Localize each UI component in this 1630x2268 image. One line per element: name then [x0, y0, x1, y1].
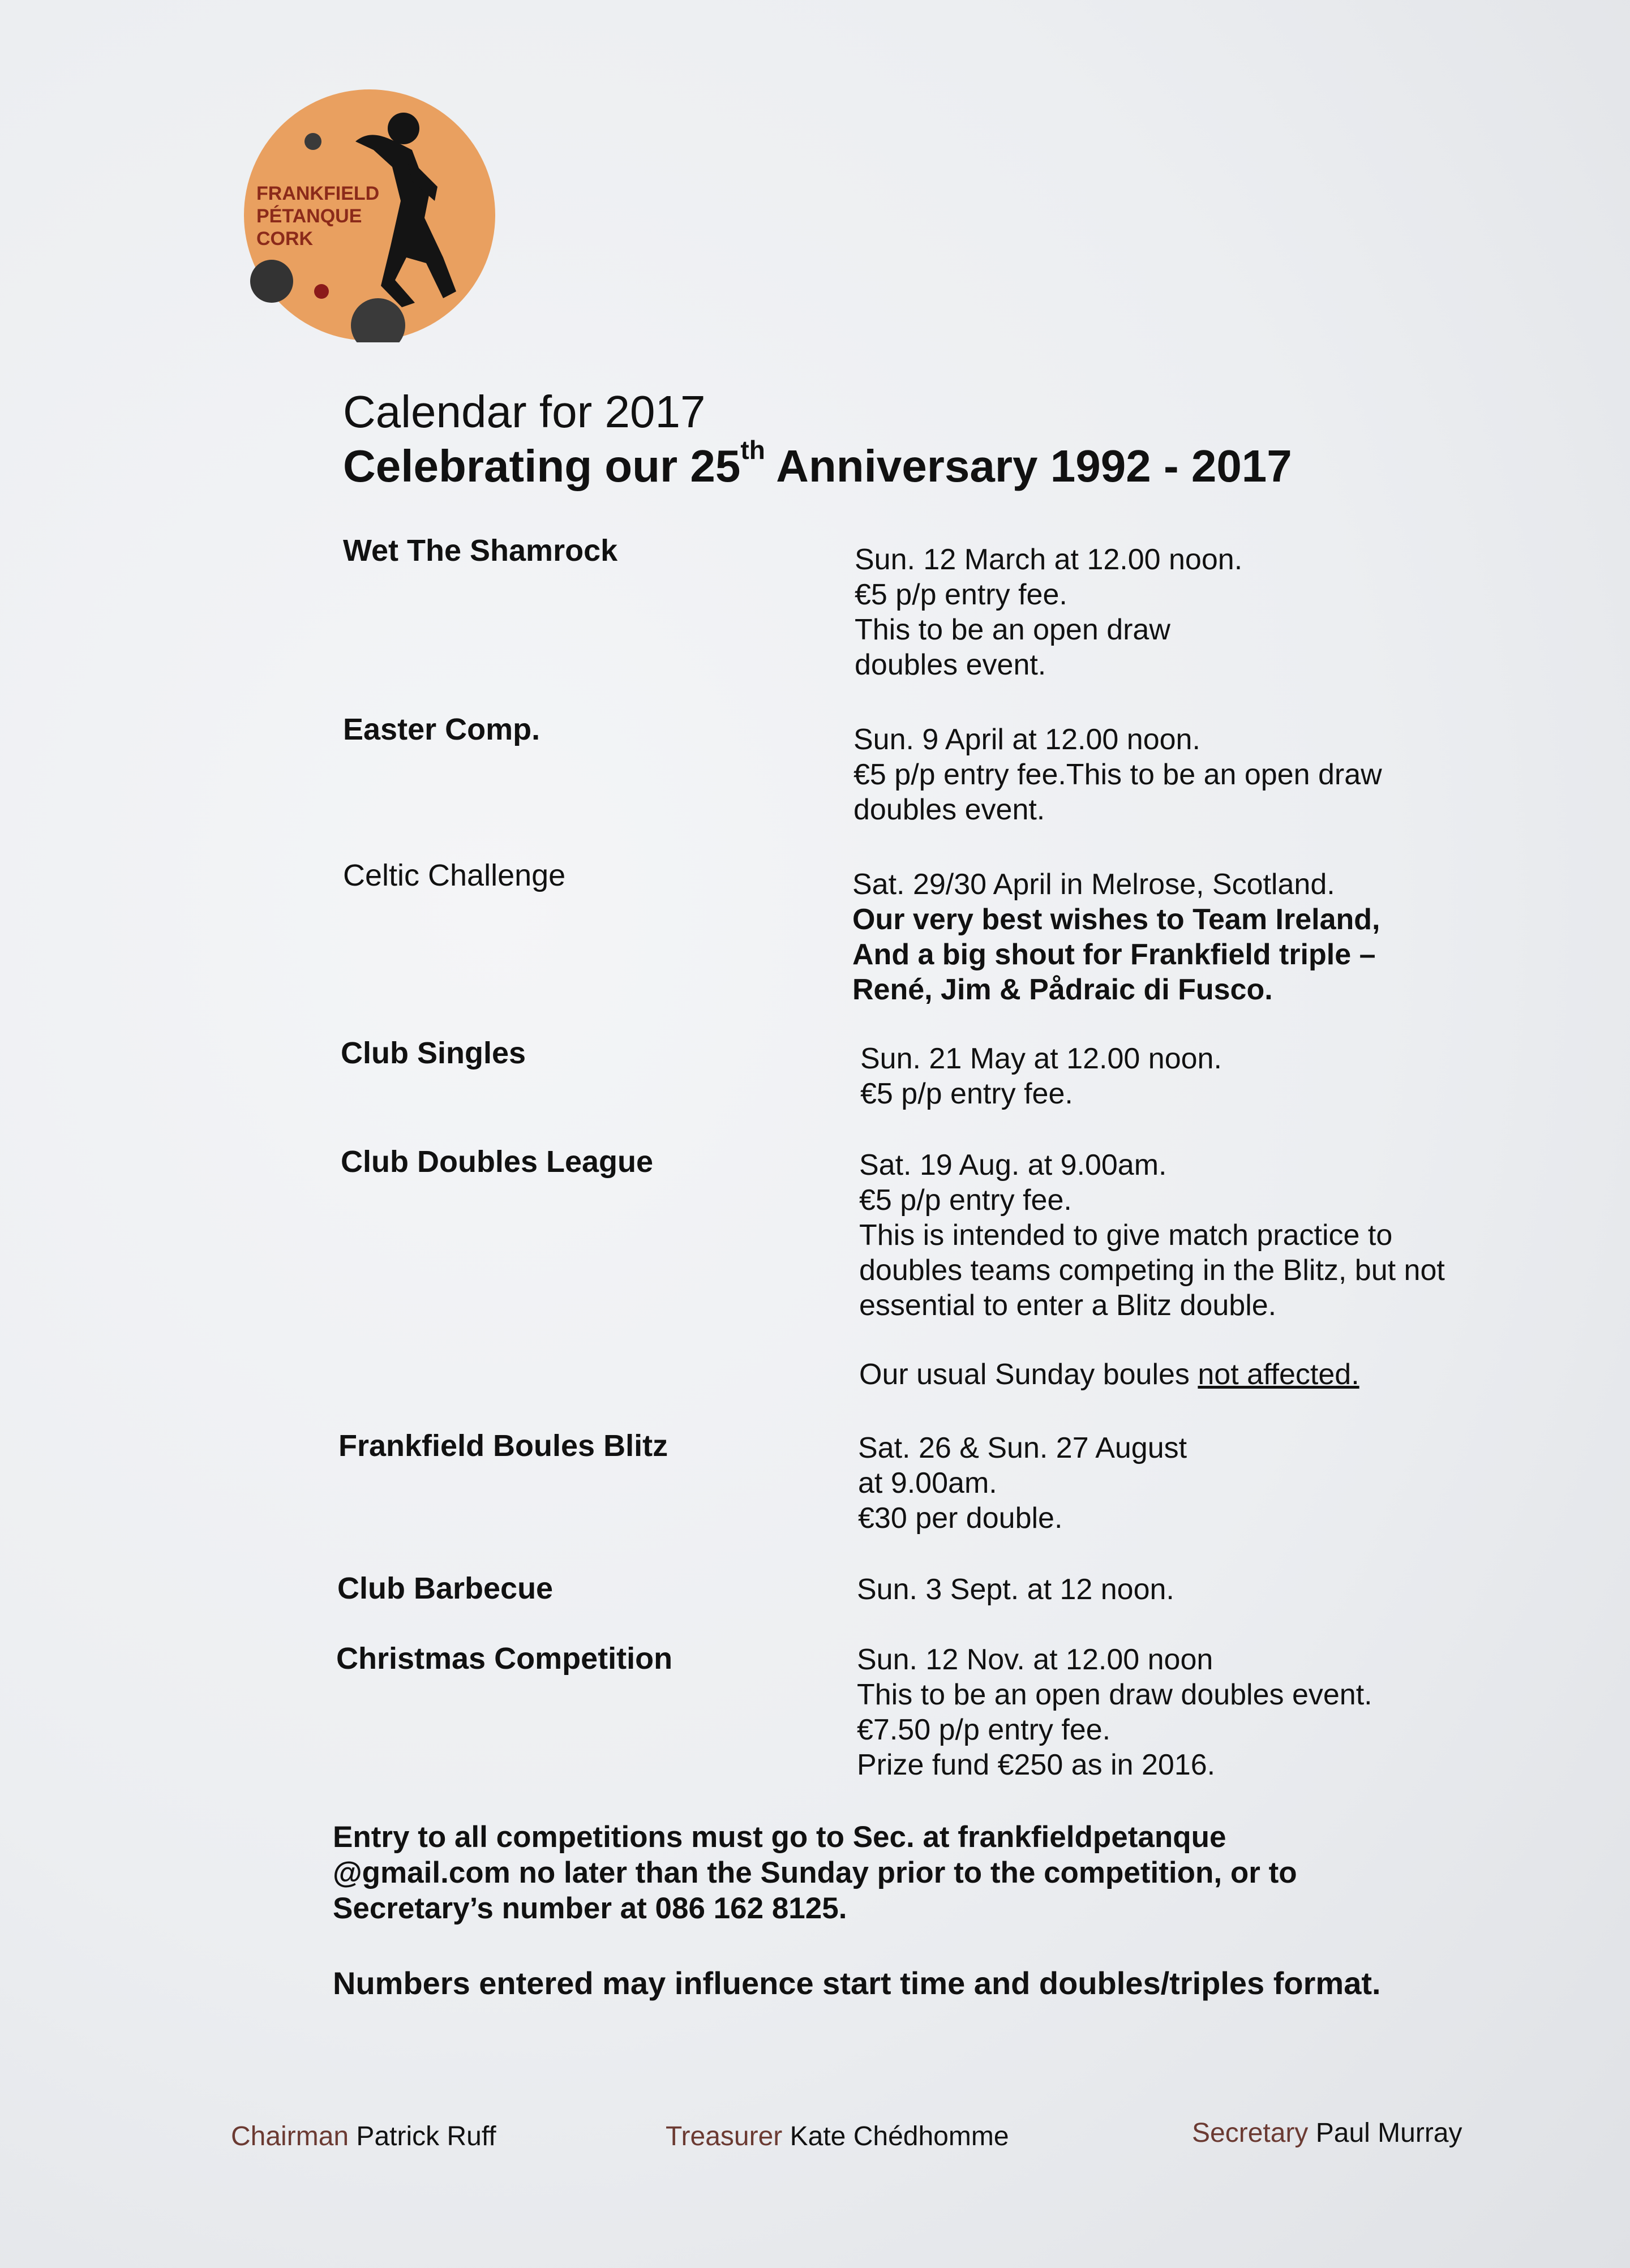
boule-icon: [250, 260, 293, 303]
event-detail-line: Prize fund €250 as in 2016.: [857, 1749, 1216, 1781]
event-detail-line: doubles event.: [853, 793, 1045, 826]
calendar-title: Calendar for 2017: [343, 386, 706, 437]
event-detail-line: €7.50 p/p entry fee.: [857, 1713, 1111, 1746]
event-detail-line: €30 per double.: [858, 1502, 1063, 1535]
officer-role: Secretary: [1192, 2118, 1309, 2148]
event-details: [853, 722, 1382, 827]
anniversary-title-post: Anniversary 1992 - 2017: [765, 441, 1292, 491]
logo-text-line: CORK: [256, 228, 314, 250]
event-name: Frankfield Boules Blitz: [338, 1429, 668, 1463]
spacer: [859, 1323, 1445, 1357]
event-detail-line: Sat. 29/30 April in Melrose, Scotland.: [852, 868, 1335, 901]
entry-notice-line: Secretary’s number at 086 162 8125.: [333, 1892, 847, 1925]
event-detail-line: €5 p/p entry fee.: [860, 1077, 1073, 1110]
event-detail-line: René, Jim & Pådraic di Fusco.: [852, 973, 1273, 1006]
event-details: [860, 1041, 1222, 1111]
event-detail-line: Sun. 3 Sept. at 12 noon.: [857, 1573, 1174, 1606]
officer-name: Patrick Ruff: [356, 2121, 496, 2151]
officer-role: Treasurer: [666, 2121, 783, 2151]
entry-notice-line: Entry to all competitions must go to Sec. at frankfieldpetanque: [333, 1820, 1226, 1854]
officer-chairman: [231, 2121, 496, 2152]
boule-icon: [304, 133, 321, 150]
event-note-underlined: not affected.: [1198, 1358, 1359, 1391]
event-details: [857, 1572, 1174, 1607]
event-detail-line: Sat. 26 & Sun. 27 August: [858, 1432, 1187, 1464]
event-name: Club Barbecue: [337, 1571, 554, 1605]
event-details: [857, 1642, 1372, 1782]
entry-notice-line: @gmail.com no later than the Sunday prior to the competition, or to: [333, 1856, 1297, 1889]
event-detail-line: Sun. 12 Nov. at 12.00 noon: [857, 1643, 1213, 1676]
officer-name: Paul Murray: [1315, 2118, 1462, 2148]
event-detail-line: And a big shout for Frankfield triple –: [852, 938, 1376, 971]
event-details: [852, 867, 1380, 1007]
anniversary-title: [343, 435, 1292, 492]
event-name: Celtic Challenge: [343, 858, 566, 892]
club-logo: [242, 88, 497, 342]
logo-text-line: PÉTANQUE: [256, 205, 362, 227]
event-name: Club Singles: [341, 1036, 526, 1070]
event-note-text: Our usual Sunday boules: [859, 1358, 1198, 1391]
event-detail-line: €5 p/p entry fee.: [859, 1184, 1072, 1217]
logo-text-line: FRANKFIELD: [256, 183, 380, 204]
event-name: Easter Comp.: [343, 712, 541, 746]
event-detail-line: This is intended to give match practice to: [859, 1219, 1393, 1252]
event-detail-line: doubles teams competing in the Blitz, but not: [859, 1254, 1445, 1287]
event-name: Wet The Shamrock: [343, 534, 618, 568]
event-details: [855, 542, 1242, 682]
event-details: [859, 1148, 1445, 1392]
entry-notice: [333, 1819, 1297, 1926]
event-detail-line: Sun. 12 March at 12.00 noon.: [855, 543, 1243, 576]
event-detail-line: €5 p/p entry fee.This to be an open draw: [853, 758, 1382, 791]
officer-treasurer: [666, 2121, 1009, 2152]
event-detail-line: €5 p/p entry fee.: [855, 578, 1067, 611]
event-detail-line: doubles event.: [855, 648, 1046, 681]
officer-secretary: [1192, 2117, 1462, 2149]
officer-role: Chairman: [231, 2121, 349, 2151]
numbers-notice: Numbers entered may influence start time and doubles/triples format.: [333, 1965, 1381, 2001]
officer-name: Kate Chédhomme: [790, 2121, 1009, 2151]
event-detail-line: This to be an open draw doubles event.: [857, 1678, 1372, 1711]
jack-icon: [314, 284, 329, 299]
event-detail-line: Sun. 21 May at 12.00 noon.: [860, 1042, 1222, 1075]
event-name: Club Doubles League: [341, 1145, 654, 1179]
anniversary-title-sup: th: [740, 435, 765, 465]
event-details: [858, 1431, 1187, 1536]
anniversary-title-pre: Celebrating our 25: [343, 441, 741, 491]
event-detail-line: Sun. 9 April at 12.00 noon.: [853, 723, 1200, 756]
event-name: Christmas Competition: [336, 1642, 673, 1676]
event-note: [859, 1357, 1445, 1392]
event-detail-line: Our very best wishes to Team Ireland,: [852, 903, 1380, 936]
event-detail-line: at 9.00am.: [858, 1467, 997, 1500]
event-detail-line: Sat. 19 Aug. at 9.00am.: [859, 1149, 1167, 1182]
event-detail-line: This to be an open draw: [855, 613, 1170, 646]
event-detail-line: essential to enter a Blitz double.: [859, 1289, 1277, 1322]
